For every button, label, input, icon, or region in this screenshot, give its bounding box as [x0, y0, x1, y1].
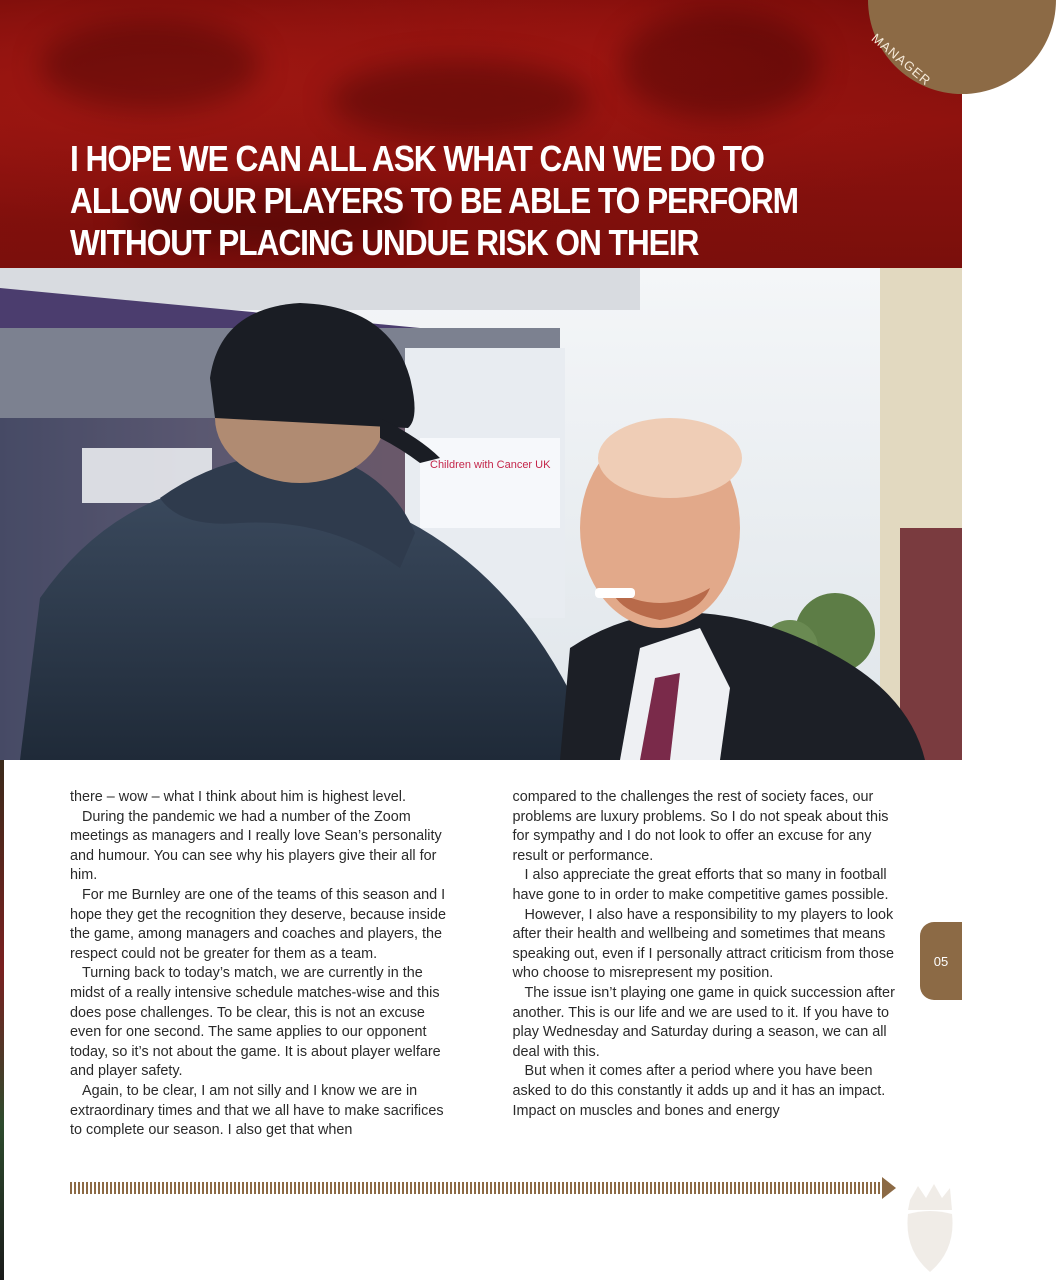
managers-photo	[0, 268, 962, 760]
article-column-right	[513, 788, 901, 1141]
photo-edge-strip	[0, 760, 4, 1280]
lion-crest-icon	[902, 1180, 958, 1276]
article-body	[70, 788, 900, 1141]
continue-rule	[70, 1182, 882, 1194]
article-paragraph: I also appreciate the great efforts that so many in football have gone to in order to make competitive games possible.	[512, 867, 889, 903]
article-paragraph: For me Burnley are one of the teams of this season and I hope they get the recognition they deserve, because inside the game, among managers and coaches and players, the respect could not be greater for them as a team.	[70, 886, 447, 962]
page-number-tab	[920, 922, 962, 1000]
article-column-left	[70, 788, 458, 1141]
page-number: 05	[933, 953, 949, 969]
hero-banner	[0, 0, 962, 268]
article-paragraph: compared to the challenges the rest of society faces, our problems are luxury problems. So I do not speak about this for sympathy and I do not look to offer an excuse for any result or performance.	[512, 789, 889, 864]
article-paragraph: Again, to be clear, I am not silly and I know we are in extraordinary times and that we all have to make sacrifices to complete our season. I also get that when	[70, 1082, 444, 1139]
article-paragraph: The issue isn’t playing one game in quick succession after another. This is our life and we are used to it. If you have to play Wednesday and Saturday during a season, we can all deal with this.	[512, 984, 895, 1060]
article-paragraph: But when it comes after a period where you have been asked to do this constantly it adds up and it has an impact. Impact on muscles and bones and energy	[512, 1063, 886, 1119]
article-paragraph: During the pandemic we had a number of the Zoom meetings as managers and I really love Sean’s personality and humour. You can see why his players give their all for him.	[70, 808, 442, 884]
article-paragraph: there – wow – what I think about him is highest level.	[70, 789, 406, 805]
banner-text: Children with Cancer UK	[430, 459, 551, 471]
article-paragraph: Turning back to today’s match, we are currently in the midst of a really intensive schedule matches-wise and this does pose challenges. To be clear, this is not an excuse even for one second. The same applies to our opponent today, so it’s not about the game. It is about player welfare and player safety.	[70, 965, 441, 1080]
continue-arrow-icon	[882, 1177, 896, 1199]
article-paragraph: However, I also have a responsibility to my players to look after their health and wellbeing and sometimes that means speaking out, even if I personally attract criticism from those who choose to misrepresent my position.	[512, 906, 895, 982]
section-label: MANAGER	[868, 30, 935, 89]
page-headline: I HOPE WE CAN ALL ASK WHAT CAN WE DO TO ALLOW OUR PLAYERS TO BE ABLE TO PERFORM WITHOUT PLACING UNDUE RISK ON THEIR	[70, 138, 798, 263]
